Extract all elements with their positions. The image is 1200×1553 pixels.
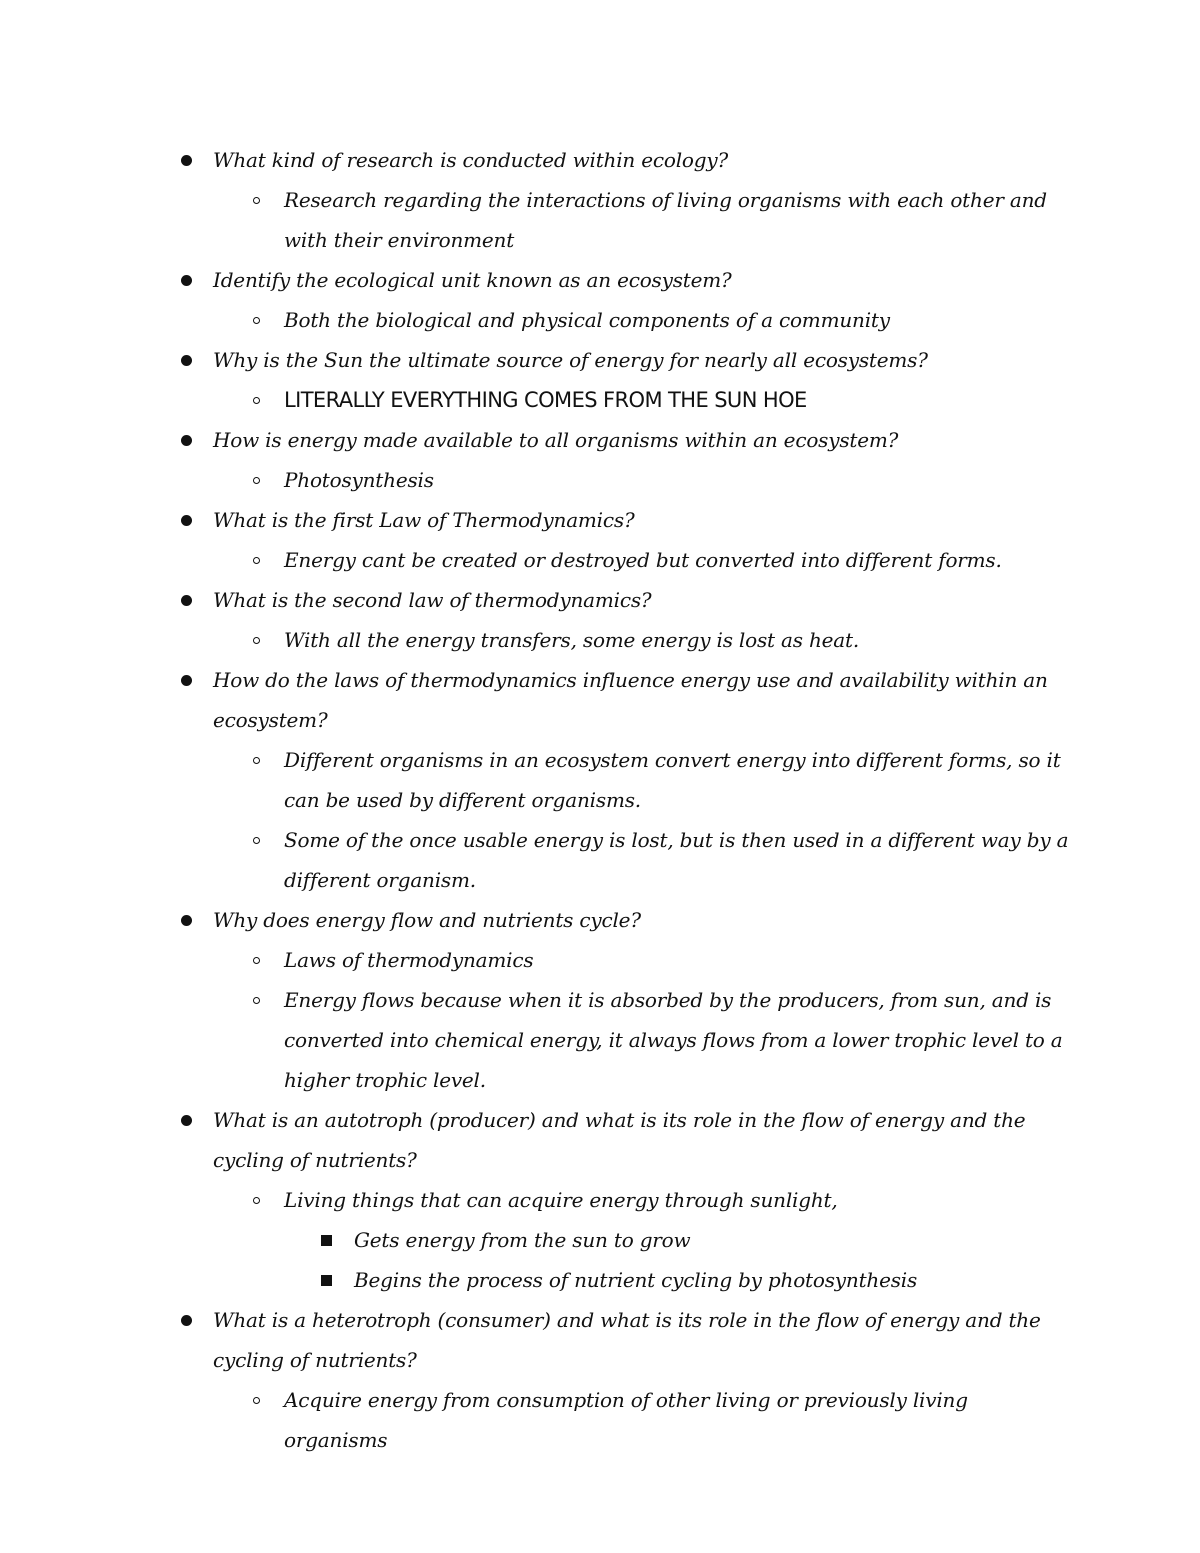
- list-item: [0, 580, 1073, 620]
- square-bullet-icon: [316, 1260, 336, 1300]
- list-item-text: Laws of thermodynamics: [284, 948, 534, 972]
- list-item: [0, 980, 1074, 1100]
- circle-bullet-icon: [246, 540, 266, 580]
- list-item-text: LITERALLY EVERYTHING COMES FROM THE SUN HOE: [284, 388, 807, 412]
- list-item: [0, 460, 1074, 500]
- list-item: [0, 660, 1073, 740]
- list-item: [0, 940, 1074, 980]
- disc-bullet-icon: [176, 260, 196, 300]
- list-item: [0, 420, 1073, 460]
- list-item: [0, 500, 1073, 540]
- list-item: [0, 260, 1073, 300]
- disc-bullet-icon: [176, 1300, 196, 1340]
- list-item: [0, 1180, 1074, 1220]
- disc-bullet-icon: [176, 1100, 196, 1140]
- list-item: [0, 1220, 1074, 1260]
- disc-bullet-icon: [176, 660, 196, 700]
- list-item: [0, 540, 1074, 580]
- disc-bullet-icon: [176, 420, 196, 460]
- list-item: [0, 300, 1074, 340]
- list-item: [0, 380, 1074, 420]
- list-item-text: What is the first Law of Thermodynamics?: [213, 508, 635, 532]
- list-item-text: What is a heterotroph (consumer) and what is its role in the flow of energy and the cycling of nutrients?: [213, 1308, 1041, 1372]
- circle-bullet-icon: [246, 380, 266, 420]
- list-item: [0, 340, 1073, 380]
- list-item-text: Begins the process of nutrient cycling by photosynthesis: [354, 1268, 918, 1292]
- list-item-text: Why does energy flow and nutrients cycle?: [213, 908, 641, 932]
- list-item-text: What kind of research is conducted within ecology?: [213, 148, 729, 172]
- list-item-text: What is an autotroph (producer) and what is its role in the flow of energy and the cycling of nutrients?: [213, 1108, 1026, 1172]
- square-bullet-icon: [316, 1220, 336, 1260]
- list-item-text: Research regarding the interactions of living organisms with each other and with their environment: [284, 188, 1047, 252]
- list-item-text: How is energy made available to all organisms within an ecosystem?: [213, 428, 899, 452]
- list-item-text: Living things that can acquire energy through sunlight,: [284, 1188, 838, 1212]
- disc-bullet-icon: [176, 500, 196, 540]
- disc-bullet-icon: [176, 140, 196, 180]
- list-item-text: Energy cant be created or destroyed but converted into different forms.: [284, 548, 1002, 572]
- list-item-text: Different organisms in an ecosystem convert energy into different forms, so it can be used by different organisms.: [284, 748, 1061, 812]
- circle-bullet-icon: [246, 980, 266, 1020]
- list-item-text: What is the second law of thermodynamics?: [213, 588, 652, 612]
- list-item-text: Photosynthesis: [284, 468, 434, 492]
- list-item: [0, 140, 1073, 180]
- list-item: [0, 1100, 1073, 1180]
- disc-bullet-icon: [176, 580, 196, 620]
- list-item-text: How do the laws of thermodynamics influence energy use and availability within an ecosystem?: [213, 668, 1048, 732]
- list-item-text: Energy flows because when it is absorbed by the producers, from sun, and is converted into chemical energy, it always flows from a lower trophic level to a higher trophic level.: [284, 988, 1063, 1092]
- circle-bullet-icon: [246, 1180, 266, 1220]
- list-item-text: Identify the ecological unit known as an ecosystem?: [213, 268, 732, 292]
- notes-list: [0, 140, 1200, 1460]
- circle-bullet-icon: [246, 180, 266, 220]
- list-item-text: Some of the once usable energy is lost, but is then used in a different way by a different organism.: [284, 828, 1069, 892]
- circle-bullet-icon: [246, 620, 266, 660]
- list-item-text: With all the energy transfers, some energy is lost as heat.: [284, 628, 860, 652]
- list-item-text: Gets energy from the sun to grow: [354, 1228, 691, 1252]
- list-item: [0, 1300, 1073, 1380]
- circle-bullet-icon: [246, 460, 266, 500]
- circle-bullet-icon: [246, 300, 266, 340]
- circle-bullet-icon: [246, 740, 266, 780]
- list-item: [0, 620, 1074, 660]
- list-item: [0, 1380, 1074, 1460]
- circle-bullet-icon: [246, 940, 266, 980]
- list-item-text: Why is the Sun the ultimate source of energy for nearly all ecosystems?: [213, 348, 928, 372]
- list-item: [0, 1260, 1074, 1300]
- list-item-text: Acquire energy from consumption of other living or previously living organisms: [284, 1388, 968, 1452]
- list-item: [0, 900, 1073, 940]
- list-item-text: Both the biological and physical components of a community: [284, 308, 890, 332]
- disc-bullet-icon: [176, 340, 196, 380]
- disc-bullet-icon: [176, 900, 196, 940]
- circle-bullet-icon: [246, 1380, 266, 1420]
- circle-bullet-icon: [246, 820, 266, 860]
- list-item: [0, 820, 1074, 900]
- list-item: [0, 180, 1074, 260]
- list-item: [0, 740, 1074, 820]
